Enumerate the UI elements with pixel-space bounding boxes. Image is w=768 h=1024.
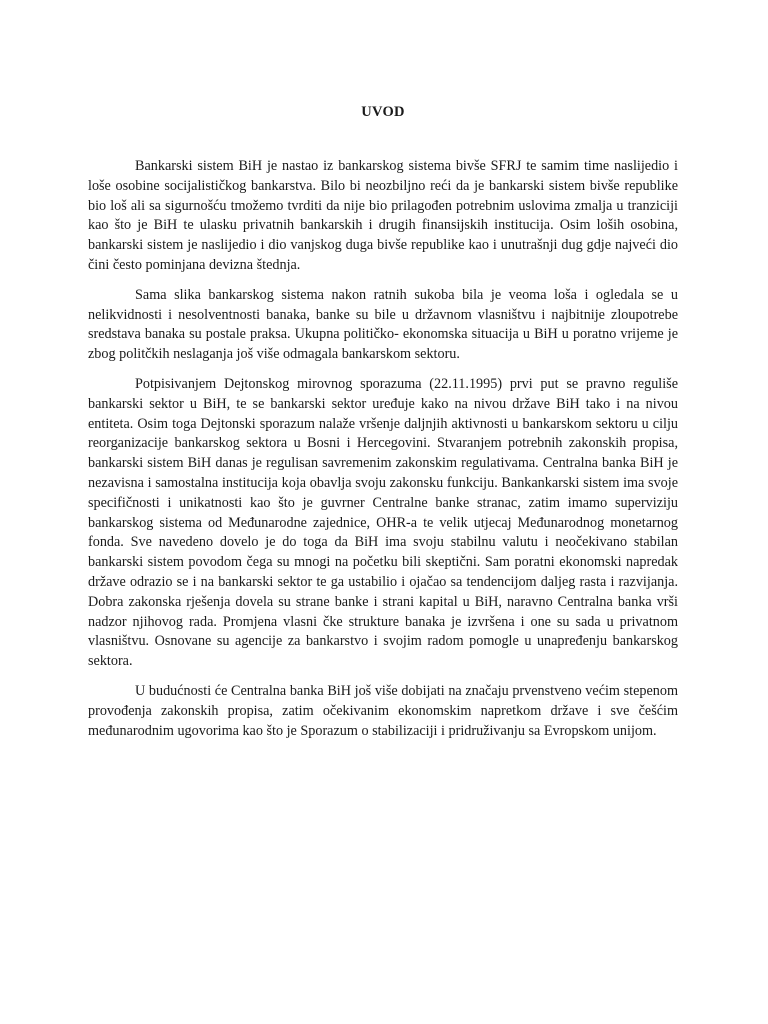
paragraph-2: Sama slika bankarskog sistema nakon ratnih sukoba bila je veoma loša i ogledala se u nelikvidnosti i nesolventnosti banaka, banke su bile u državnom vlasništvu i najbitnije zloupotrebe sredstava banaka su postale praksa. Ukupna političko- ekonomska situacija u BiH u poratno vrijeme je zbog politčkih neslaganja još više odmagala bankarskom sektoru.: [88, 286, 678, 363]
paragraph-1: Bankarski sistem BiH je nastao iz bankarskog sistema bivše SFRJ te samim time naslijedio i loše osobine socijalističkog bankarstva. Bilo bi neozbiljno reći da je bankarski sistem bivše republike bio loš ali sa sigurnošću tmožemo tvrditi da nije bio prilagođen potrebnim uslovima zmalja u tranziciji kao što je BiH te ulasku privatnih bankarskih i drugih finansijskih institucija. Osim loših osobina, bankarski sistem je naslijedio i dio vanjskog duga bivše republike kao i unutrašnji dug gdje najveći dio čini često pominjana devizna štednja.: [88, 158, 678, 273]
paragraph-3: Potpisivanjem Dejtonskog mirovnog sporazuma (22.11.1995) prvi put se pravno reguliše bankarski sektor u BiH, te se bankarski sektor uređuje kako na nivou države BiH tako i na nivou entiteta. Osim toga Dejtonski sporazum nalaže vršenje daljnjih aktivnosti u bankarskom sektoru u cilju reorganizacije bankarskog sektora u Bosni i Hercegovini. Stvaranjem potrebnih zakonskih propisa, bankarski sistem BiH danas je regulisan savremenim zakonskim regulativama. Centralna banka BiH je nezavisna i samostalna institucija koja obavlja svoju zakonsku funkciju. Bankankarski sistem ima svoje specifičnosti i unikatnosti kao što je guvrner Centralne banke stranac, zatim imamo superviziju bankarskog sistema od Međunarodne zajednice, OHR-a te velik utjecaj Međunarodnog monetarnog fonda. Sve navedeno dovelo je do toga da BiH ima svoju stabilnu valutu i neočekivano stabilan bankarski sistem povodom čega su mnogi na početku bili skeptični. Sam poratni ekonomski napredak države odrazio se i na bankarski sektor te ga ustabilio i ojačao sa tendencijom daljeg rasta i razvijanja. Dobra zakonska rješenja dovela su strane banke i strani kapital u BiH, naravno Centralna banka vrši nadzor njihovog rada. Promjena vlasni čke strukture banaka je izvršena i one su sada u privatnom vlasništvu. Osnovane su agencije za bankarstvo i svojim radom pomogle u unapređenju bankarskog sektora.: [88, 375, 678, 670]
paragraph-4: U budućnosti će Centralna banka BiH još više dobijati na značaju prvenstveno većim stepenom provođenja zakonskih propisa, zatim očekivanim ekonomskim napretkom države i sve češćim međunarodnim ugovorima kao što je Sporazum o stabilizaciji i pridruživanju sa Evropskom unijom.: [88, 682, 678, 739]
page-title: UVOD: [361, 104, 405, 120]
document-page: [88, 104, 678, 751]
